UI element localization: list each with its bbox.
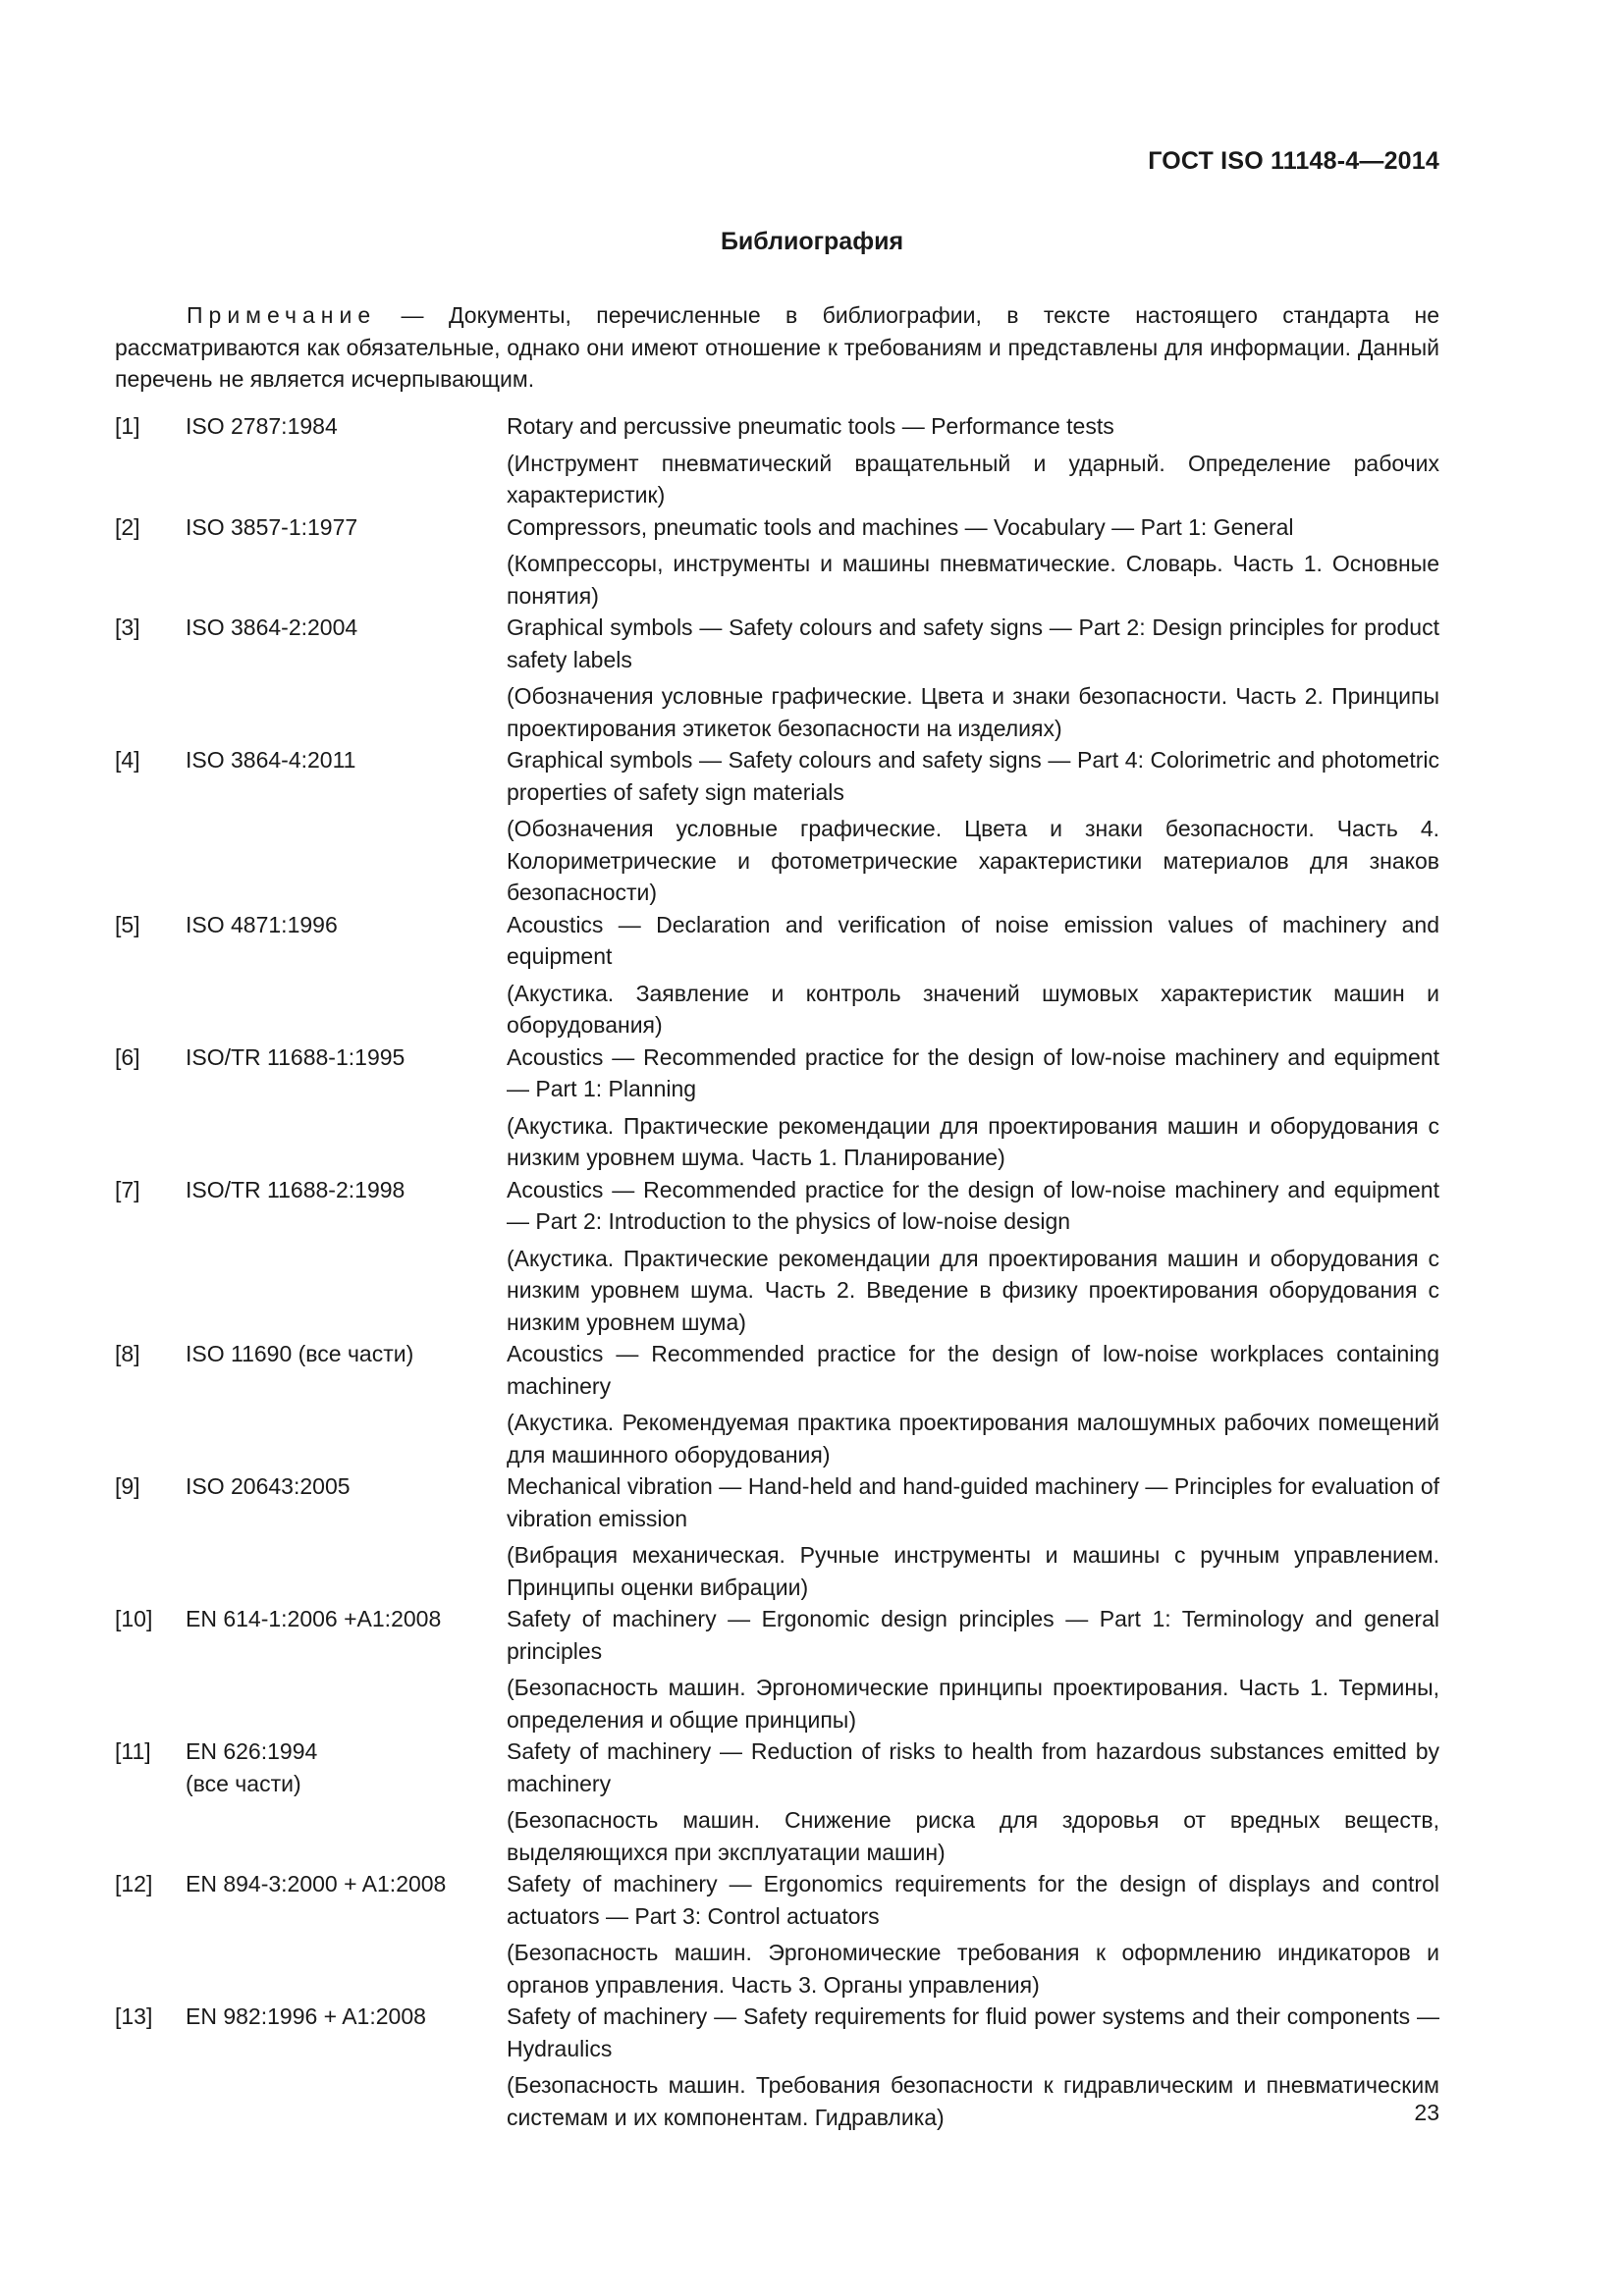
reference-code-cell: [186, 1174, 507, 1339]
reference-code: ISO 2787:1984: [186, 413, 338, 439]
reference-title-ru: (Безопасность машин. Снижение риска для здоровья от вредных веществ, выделяющихся при эксплуатации машин): [507, 1807, 1439, 1865]
reference-number: [8]: [115, 1341, 140, 1366]
reference-row: [115, 511, 1439, 613]
document-header: ГОСТ ISO 11148-4—2014: [1148, 147, 1439, 175]
reference-row: [115, 410, 1439, 511]
reference-number: [11]: [115, 1738, 151, 1764]
reference-code-cell: [186, 612, 507, 744]
reference-description: [507, 1338, 1439, 1470]
reference-description: [507, 1174, 1439, 1339]
reference-code-cell: [186, 744, 507, 909]
page-title: Библиография: [720, 228, 904, 255]
reference-number: [1]: [115, 413, 140, 439]
reference-title-ru: (Инструмент пневматический вращательный и ударный. Определение рабочих характеристик): [507, 450, 1439, 507]
reference-code-cell: [186, 1470, 507, 1603]
reference-title-ru: (Акустика. Рекомендуемая практика проектирования малошумных рабочих помещений для машинного оборудования): [507, 1410, 1439, 1468]
reference-row: [115, 1338, 1439, 1470]
reference-title-en: Acoustics — Declaration and verification of noise emission values of machinery and equipment: [507, 911, 1439, 969]
reference-code-cell: [186, 1735, 507, 1868]
reference-description: [507, 1868, 1439, 2001]
reference-row: [115, 1041, 1439, 1174]
reference-code-suffix: (все части): [186, 1770, 301, 1796]
reference-title-ru: (Акустика. Практические рекомендации для проектирования машин и оборудования с низким уровнем шума. Часть 2. Введение в физику проектирования оборудования с низким уровнем шума): [507, 1245, 1439, 1335]
reference-title-ru: (Обозначения условные графические. Цвета и знаки безопасности. Часть 2. Принципы проектирования этикеток безопасности на изделиях): [507, 683, 1439, 741]
reference-code: ISO/TR 11688-1:1995: [186, 1043, 406, 1070]
reference-code-cell: [186, 1603, 507, 1735]
page-number: 23: [1414, 2100, 1439, 2125]
reference-row: [115, 2001, 1439, 2133]
reference-code: ISO 3864-2:2004: [186, 614, 358, 640]
reference-title-ru: (Безопасность машин. Эргономические требования к оформлению индикаторов и органов управления. Часть 3. Органы управления): [507, 1940, 1439, 1998]
reference-code: ISO 20643:2005: [186, 1473, 351, 1499]
reference-title-en: Acoustics — Recommended practice for the design of low-noise machinery and equipment — Part 2: Introduction to the physics of low-noise design: [507, 1176, 1439, 1234]
reference-description: [507, 1470, 1439, 1603]
reference-title-en: Graphical symbols — Safety colours and safety signs — Part 2: Design principles for product safety labels: [507, 614, 1439, 672]
note-text: — Документы, перечисленные в библиографии, в тексте настоящего стандарта не рассматриваются как обязательные, однако они имеют отношение к требованиям и представлены для информации. Данный перечень не является исчерпывающим.: [115, 302, 1439, 392]
reference-number: [9]: [115, 1473, 140, 1499]
reference-number: [5]: [115, 911, 140, 937]
reference-code-cell: [186, 2001, 507, 2133]
note-label: Примечание: [187, 302, 377, 328]
reference-number: [4]: [115, 747, 140, 773]
reference-description: [507, 511, 1439, 613]
reference-code-cell: [186, 410, 507, 511]
reference-number: [2]: [115, 513, 140, 540]
reference-number: [3]: [115, 614, 140, 640]
reference-code-cell: [186, 1338, 507, 1470]
reference-code: EN 614-1:2006 +A1:2008: [186, 1606, 442, 1631]
reference-title-ru: (Акустика. Заявление и контроль значений шумовых характеристик машин и оборудования): [507, 980, 1439, 1038]
reference-row: [115, 909, 1439, 1041]
reference-description: [507, 1041, 1439, 1174]
reference-row: [115, 1603, 1439, 1735]
reference-title-en: Safety of machinery — Safety requirements for fluid power systems and their components — Hydraulics: [507, 2003, 1439, 2061]
bibliography-note: [115, 299, 1439, 396]
reference-code-cell: [186, 1868, 507, 2001]
reference-description: [507, 744, 1439, 909]
reference-description: [507, 909, 1439, 1041]
reference-title-en: Acoustics — Recommended practice for the design of low-noise machinery and equipment — Part 1: Planning: [507, 1043, 1439, 1101]
reference-title-en: Rotary and percussive pneumatic tools — Performance tests: [507, 413, 1114, 439]
reference-description: [507, 612, 1439, 744]
reference-row: [115, 1868, 1439, 2001]
reference-title-ru: (Обозначения условные графические. Цвета и знаки безопасности. Часть 4. Колориметрические и фотометрические характеристики материалов для знаков безопасности): [507, 816, 1439, 905]
reference-row: [115, 1174, 1439, 1339]
reference-code: EN 982:1996 + A1:2008: [186, 2003, 426, 2029]
reference-code: ISO 11690 (все части): [186, 1341, 414, 1366]
reference-title-en: Safety of machinery — Reduction of risks to health from hazardous substances emitted by machinery: [507, 1738, 1439, 1796]
reference-title-en: Safety of machinery — Ergonomics requirements for the design of displays and control actuators — Part 3: Control actuators: [507, 1871, 1439, 1929]
reference-code-cell: [186, 511, 507, 613]
reference-number: [10]: [115, 1606, 153, 1631]
reference-code: EN 894-3:2000 + A1:2008: [186, 1871, 447, 1896]
reference-title-en: Graphical symbols — Safety colours and safety signs — Part 4: Colorimetric and photometric properties of safety sign materials: [507, 747, 1439, 805]
reference-code: ISO 3864-4:2011: [186, 747, 356, 773]
reference-title-ru: (Акустика. Практические рекомендации для проектирования машин и оборудования с низким уровнем шума. Часть 1. Планирование): [507, 1112, 1439, 1170]
reference-title-en: Mechanical vibration — Hand-held and hand-guided machinery — Principles for evaluation of vibration emission: [507, 1473, 1439, 1531]
reference-code: ISO/TR 11688-2:1998: [186, 1176, 406, 1202]
reference-row: [115, 1735, 1439, 1868]
reference-description: [507, 2001, 1439, 2133]
reference-title-en: Compressors, pneumatic tools and machines — Vocabulary — Part 1: General: [507, 513, 1294, 540]
reference-description: [507, 1603, 1439, 1735]
reference-code: ISO 3857-1:1977: [186, 513, 358, 540]
reference-title-ru: (Вибрация механическая. Ручные инструменты и машины с ручным управлением. Принципы оценки вибрации): [507, 1542, 1439, 1600]
reference-description: [507, 1735, 1439, 1868]
reference-code-cell: [186, 909, 507, 1041]
reference-title-en: Acoustics — Recommended practice for the design of low-noise workplaces containing machinery: [507, 1341, 1439, 1399]
reference-row: [115, 612, 1439, 744]
references-table: [115, 410, 1439, 2133]
reference-code: ISO 4871:1996: [186, 911, 338, 937]
reference-code-cell: [186, 1041, 507, 1174]
reference-row: [115, 1470, 1439, 1603]
reference-number: [6]: [115, 1043, 140, 1070]
reference-title-en: Safety of machinery — Ergonomic design principles — Part 1: Terminology and general principles: [507, 1606, 1439, 1664]
reference-number: [7]: [115, 1176, 140, 1202]
reference-row: [115, 744, 1439, 909]
reference-title-ru: (Безопасность машин. Требования безопасности к гидравлическим и пневматическим системам и их компонентам. Гидравлика): [507, 2072, 1439, 2130]
reference-title-ru: (Компрессоры, инструменты и машины пневматические. Словарь. Часть 1. Основные понятия): [507, 551, 1439, 609]
reference-description: [507, 410, 1439, 511]
reference-title-ru: (Безопасность машин. Эргономические принципы проектирования. Часть 1. Термины, определения и общие принципы): [507, 1675, 1439, 1733]
reference-number: [13]: [115, 2003, 153, 2029]
reference-code: EN 626:1994: [186, 1738, 318, 1764]
reference-number: [12]: [115, 1871, 153, 1896]
